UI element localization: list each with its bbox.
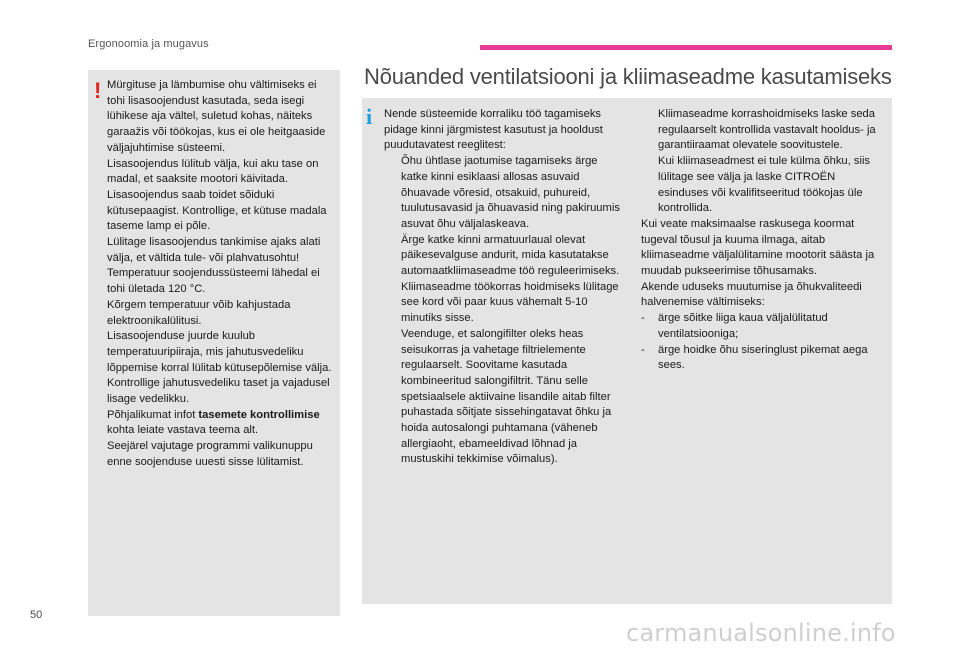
info-intro: Nende süsteemide korraliku töö tagamiseks pidage kinni järgmistest kasutust ja hooldust puudutavatest reeglitest: xyxy=(384,108,603,152)
warning-paragraph: Mürgituse ja lämbumise ohu vältimiseks ei tohi lisasoojendust kasutada, seda isegi lühikese aja vältel, suletud kohas, näiteks garaažis või töökojas, kus ei ole heitgaaside väljajuhtimise süsteemi. xyxy=(107,79,326,154)
list-item xyxy=(384,327,624,468)
list-item-text: Veenduge, et salongifilter oleks heas seisukorras ja vahetage filtrielemente regulaarselt. Soovitame kasutada kombineeritud salongifiltrit. Tänu selle spetsiaalsele aktiivaine lisandile aitab filter puhastada sõitjate sissehingatavat õhku ja hoida autosalongi puhtamana (väheneb allergiaoht, ebameeldivad lõhnad ja mustuskihi tekkimise võimalus). xyxy=(401,327,612,466)
warning-paragraph: Lisasoojenduse juurde kuulub temperatuuripiiraja, mis jahutusvedeliku lõppemise korral lülitab kütusepõlemise välja. Kontrollige jahutusvedeliku taset ja vajadusel lisage vedelikku. xyxy=(107,330,332,406)
warning-paragraph: Kõrgem temperatuur võib kahjustada elektroonikalülitusi. xyxy=(107,298,291,327)
info-paragraph: Akende uduseks muutumise ja õhukvaliteedi halvenemise vältimiseks: xyxy=(641,280,862,309)
reference-suffix: kohta leiate vastava teema alt. xyxy=(107,424,259,437)
header-accent-bar xyxy=(480,45,892,50)
reference-link-text: tasemete kontrollimise xyxy=(198,408,320,421)
list-item-text: ärge hoidke õhu siseringlust pikemat aega sees. xyxy=(658,343,868,372)
warning-paragraph: Lisasoojendus saab toidet sõiduki kütusepaagist. Kontrollige, et kütuse madala taseme lamp ei põle. xyxy=(107,188,327,233)
list-item-text: Kliimaseadme töökorras hoidmiseks lülitage see kord või paar kuus vähemalt 5-10 minutiks sisse. xyxy=(401,280,619,325)
list-item xyxy=(641,154,887,217)
warning-reference xyxy=(107,408,337,439)
list-item-text: Kliimaseadme korrashoidmiseks laske seda regulaarselt kontrollida vastavalt hooldus- ja garantiiraamat olevatele soovitustele. xyxy=(658,108,876,152)
list-item xyxy=(384,154,624,233)
info-icon: i xyxy=(366,104,373,129)
info-column-right xyxy=(641,107,887,374)
list-item-text: Ärge katke kinni armatuurlaual olevat päikesevalguse andurit, mida kasutatakse automaatkliimaseadme töö reguleerimiseks. xyxy=(401,233,620,278)
warning-paragraph: Lülitage lisasoojendus tankimise ajaks alati välja, et vältida tule- või plahvatusohtu! xyxy=(107,236,321,264)
list-item xyxy=(641,107,887,154)
list-item xyxy=(384,233,624,280)
watermark: carmanualsonline.info xyxy=(626,619,896,647)
warning-paragraph: Lisasoojendus lülitub välja, kui aku tase on madal, et saaksite mootori käivitada. xyxy=(107,157,319,186)
list-item-text: Kui kliimaseadmest ei tule külma õhku, siis lülitage see välja ja laske CITROËN esinduses või kvalifitseeritud töökojas üle kontrollida. xyxy=(658,155,871,215)
page-title: Nõuanded ventilatsiooni ja kliimaseadme kasutamiseks xyxy=(364,64,892,89)
warning-text xyxy=(107,78,337,471)
reference-prefix: Põhjalikumat infot xyxy=(107,408,199,421)
list-item xyxy=(641,343,887,374)
dash-marker: - xyxy=(641,312,645,325)
list-item xyxy=(641,311,887,342)
warning-paragraph: Temperatuur soojendussüsteemi lähedal ei tohi ületada 120 °C. xyxy=(107,267,320,296)
list-item xyxy=(384,280,624,327)
dash-marker: - xyxy=(641,343,645,356)
list-item-text: Õhu ühtlase jaotumise tagamiseks ärge katke kinni esiklaasi allosas asuvaid õhuavade võresid, otsakuid, puhureid, tuulutusavasid ja õhuavasid ning pakiruumis asuvat õhu väljalaskeava. xyxy=(401,155,620,230)
list-item-text: ärge sõitke liiga kaua väljalülitatud ventilatsiooniga; xyxy=(658,312,828,340)
section-title: Ergonoomia ja mugavus xyxy=(88,38,209,50)
info-paragraph: Kui veate maksimaalse raskusega koormat tugeval tõusul ja kuuma ilmaga, aitab kliimaseadme väljalülitamine mootorit säästa ja muudab pukseerimise tõhusamaks. xyxy=(641,217,875,278)
warning-icon: ! xyxy=(94,78,102,103)
warning-paragraph: Seejärel vajutage programmi valikunuppu enne soojenduse uuesti sisse lülitamist. xyxy=(107,440,313,468)
page-number: 50 xyxy=(30,609,43,621)
info-column-left xyxy=(384,107,624,468)
